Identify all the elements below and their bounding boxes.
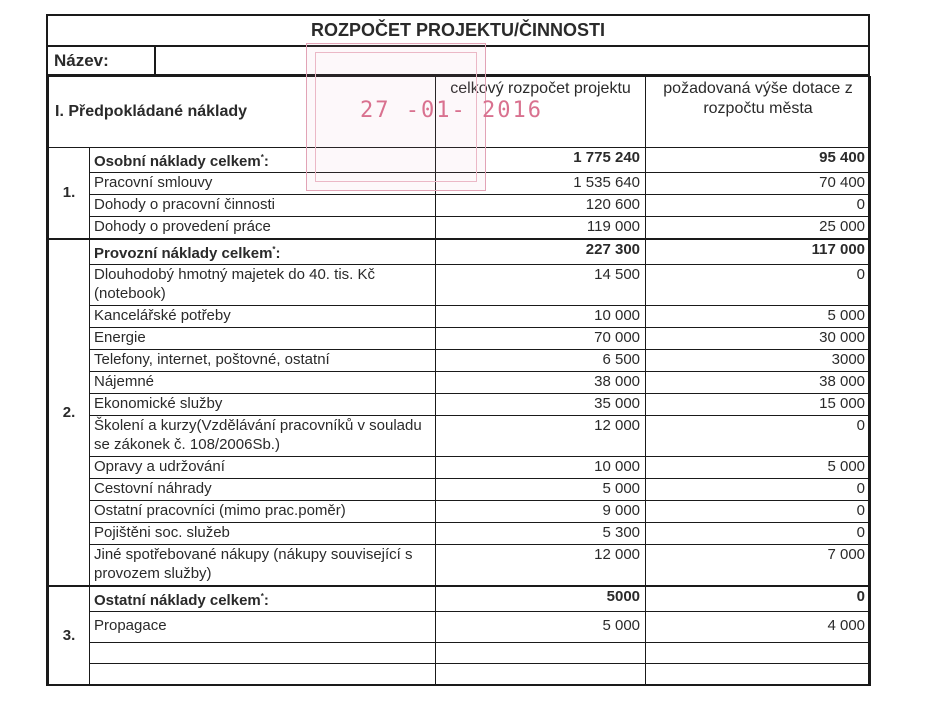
item-label-cell: [90, 664, 436, 686]
item-label: Pojištěni soc. služeb: [94, 524, 230, 541]
footnote-mark: *: [260, 153, 264, 162]
item-label: Cestovní náhrady: [94, 480, 212, 497]
item-label-cell: [90, 173, 436, 195]
table-row: [49, 416, 871, 457]
total-amount: 1 535 640: [436, 173, 646, 195]
table-row: [49, 195, 871, 217]
subsidy-amount: 4 000: [646, 612, 871, 643]
item-label: Dlouhodobý hmotný majetek do 40. tis. Kč (notebook): [94, 266, 375, 302]
total-amount: 12 000: [436, 416, 646, 457]
name-field[interactable]: [156, 47, 868, 74]
subsidy-amount: 5 000: [646, 306, 871, 328]
stamp-date: 27 -01- 2016: [360, 98, 543, 123]
item-label: Opravy a udržování: [94, 458, 225, 475]
total-amount: 1 775 240: [436, 148, 646, 173]
item-label-cell: [90, 545, 436, 587]
item-label-cell: [90, 416, 436, 457]
item-label-cell: [90, 457, 436, 479]
total-amount: 14 500: [436, 265, 646, 306]
item-label: Pracovní smlouvy: [94, 174, 213, 191]
total-amount: 5000: [436, 586, 646, 612]
total-amount: 9 000: [436, 501, 646, 523]
name-label: Název:: [48, 47, 156, 74]
item-label-cell: [90, 328, 436, 350]
item-label: Propagace: [94, 617, 167, 634]
total-amount: [436, 643, 646, 664]
table-row: [49, 643, 871, 664]
section-number: 2.: [49, 239, 90, 586]
item-label: Kancelářské potřeby: [94, 307, 231, 324]
table-row: [49, 545, 871, 587]
item-label: Telefony, internet, poštovné, ostatní: [94, 351, 330, 368]
subsidy-amount: 0: [646, 479, 871, 501]
subsidy-amount: 95 400: [646, 148, 871, 173]
table-row: [49, 265, 871, 306]
table-row: [49, 664, 871, 686]
subsidy-amount: 0: [646, 586, 871, 612]
item-label: Energie: [94, 329, 146, 346]
total-amount: 12 000: [436, 545, 646, 587]
footnote-mark: *: [260, 592, 264, 601]
item-label: Nájemné: [94, 373, 155, 390]
subsidy-amount: 30 000: [646, 328, 871, 350]
total-amount: 10 000: [436, 457, 646, 479]
subsidy-amount: [646, 643, 871, 664]
table-row: [49, 501, 871, 523]
total-amount: 5 000: [436, 479, 646, 501]
subsidy-amount: 0: [646, 416, 871, 457]
total-amount: 119 000: [436, 217, 646, 240]
item-label: Dohody o pracovní činnosti: [94, 196, 275, 213]
total-amount: 5 300: [436, 523, 646, 545]
subsidy-amount: 7 000: [646, 545, 871, 587]
total-amount: [436, 664, 646, 686]
item-label: Ostatní pracovníci (mimo prac.poměr): [94, 502, 346, 519]
table-row: [49, 350, 871, 372]
total-amount: 70 000: [436, 328, 646, 350]
document-title: ROZPOČET PROJEKTU/ČINNOSTI: [48, 16, 868, 47]
total-amount: 120 600: [436, 195, 646, 217]
table-header: [49, 77, 871, 148]
item-label-cell: [90, 643, 436, 664]
subsidy-amount: 5 000: [646, 457, 871, 479]
item-label-cell: [90, 306, 436, 328]
subsidy-amount: 0: [646, 195, 871, 217]
table-row: [49, 523, 871, 545]
total-amount: 10 000: [436, 306, 646, 328]
table-row: [49, 457, 871, 479]
footnote-mark: *: [272, 245, 276, 254]
section-number: 3.: [49, 586, 90, 685]
subsidy-amount: 25 000: [646, 217, 871, 240]
item-label-cell: [90, 523, 436, 545]
subsidy-amount: 3000: [646, 350, 871, 372]
section-number: 1.: [49, 148, 90, 240]
total-amount: 38 000: [436, 372, 646, 394]
section-header: I. Předpokládané náklady: [49, 77, 436, 148]
table-row: [49, 479, 871, 501]
budget-document: [46, 14, 870, 686]
item-label-cell: Provozní náklady celkem*:: [90, 239, 436, 265]
budget-table: [48, 76, 871, 686]
subsidy-amount: 70 400: [646, 173, 871, 195]
subsidy-amount: [646, 664, 871, 686]
item-label: Osobní náklady celkem: [94, 153, 261, 170]
subtotal-row: [49, 239, 871, 265]
item-label-cell: [90, 612, 436, 643]
item-label-cell: [90, 501, 436, 523]
subsidy-amount: 0: [646, 265, 871, 306]
item-label: Dohody o provedení práce: [94, 218, 271, 235]
subsidy-amount: 38 000: [646, 372, 871, 394]
item-label-cell: [90, 350, 436, 372]
subsidy-amount: 117 000: [646, 239, 871, 265]
table-row: [49, 173, 871, 195]
table-row: [49, 372, 871, 394]
table-row: [49, 612, 871, 643]
table-row: [49, 328, 871, 350]
subsidy-amount: 15 000: [646, 394, 871, 416]
item-label: Ostatní náklady celkem: [94, 592, 261, 609]
table-row: [49, 394, 871, 416]
table-row: [49, 306, 871, 328]
subtotal-row: [49, 586, 871, 612]
item-label-cell: [90, 195, 436, 217]
subsidy-amount: 0: [646, 523, 871, 545]
item-label: Provozní náklady celkem: [94, 245, 273, 262]
subsidy-amount: 0: [646, 501, 871, 523]
total-amount: 5 000: [436, 612, 646, 643]
total-amount: 227 300: [436, 239, 646, 265]
name-row: [48, 47, 868, 76]
col-header-subsidy: požadovaná výše dotace z rozpočtu města: [646, 77, 871, 148]
table-row: [49, 217, 871, 240]
item-label-cell: [90, 265, 436, 306]
item-label-cell: Ostatní náklady celkem*:: [90, 586, 436, 612]
item-label: Ekonomické služby: [94, 395, 223, 412]
item-label-cell: [90, 372, 436, 394]
item-label-cell: [90, 217, 436, 240]
item-label: Jiné spotřebované nákupy (nákupy související s provozem služby): [94, 546, 413, 582]
item-label-cell: [90, 479, 436, 501]
item-label-cell: [90, 394, 436, 416]
col-header-total: celkový rozpočet projektu: [436, 77, 646, 148]
item-label-cell: Osobní náklady celkem*:: [90, 148, 436, 173]
total-amount: 35 000: [436, 394, 646, 416]
subtotal-row: [49, 148, 871, 173]
total-amount: 6 500: [436, 350, 646, 372]
item-label: Školení a kurzy(Vzdělávání pracovníků v souladu se zákonek č. 108/2006Sb.): [94, 417, 422, 453]
